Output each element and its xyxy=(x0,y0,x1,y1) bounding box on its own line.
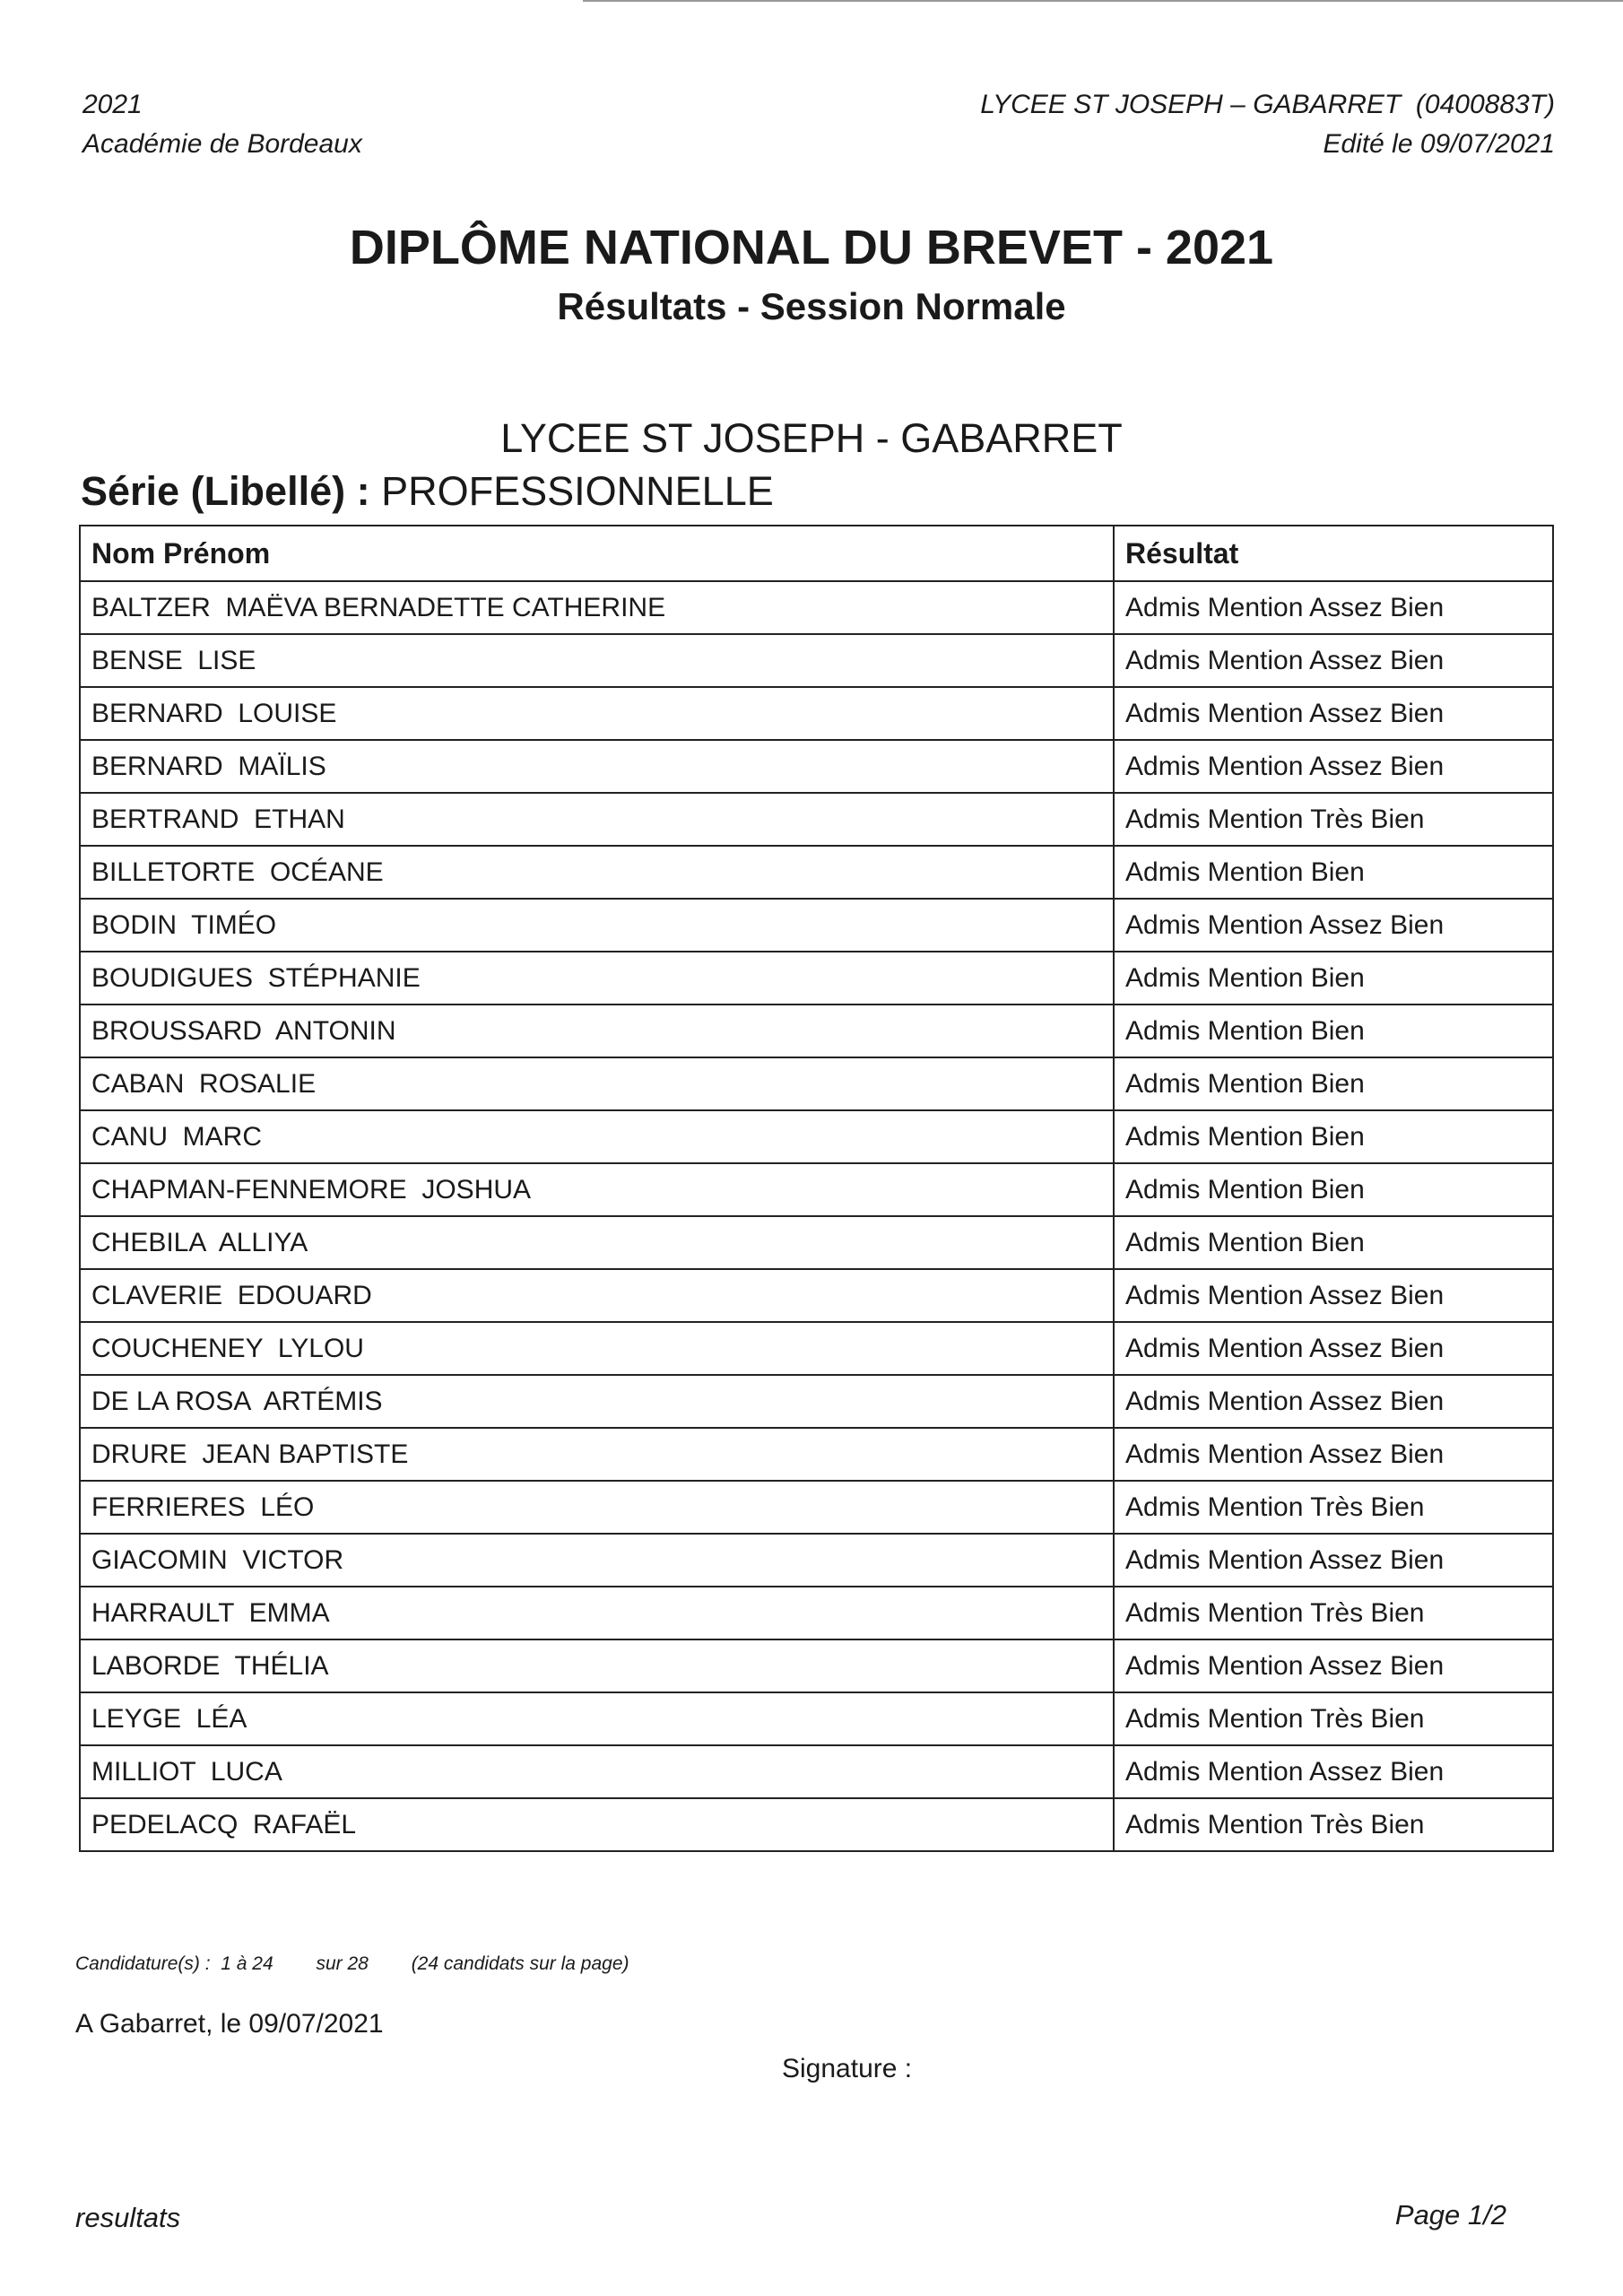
candidate-result: Admis Mention Bien xyxy=(1114,952,1553,1004)
candidature-page-count: (24 candidats sur la page) xyxy=(411,1953,629,1974)
candidate-name: CLAVERIE EDOUARD xyxy=(80,1269,1114,1322)
school-name: LYCEE ST JOSEPH - GABARRET xyxy=(500,415,1123,461)
table-row xyxy=(80,1163,1553,1216)
candidate-result: Admis Mention Assez Bien xyxy=(1114,899,1553,952)
candidate-name: LEYGE LÉA xyxy=(80,1692,1114,1745)
candidate-name: DE LA ROSA ARTÉMIS xyxy=(80,1375,1114,1428)
signature-label: Signature : xyxy=(782,2054,913,2083)
candidate-result: Admis Mention Assez Bien xyxy=(1114,687,1553,740)
results-table xyxy=(79,525,1554,1852)
table-row xyxy=(80,1375,1553,1428)
document-subtitle: Résultats - Session Normale xyxy=(557,285,1066,327)
table-row xyxy=(80,1639,1553,1692)
candidate-name: CANU MARC xyxy=(80,1110,1114,1163)
table-row xyxy=(80,1428,1553,1481)
header-right xyxy=(980,85,1555,164)
candidate-name: HARRAULT EMMA xyxy=(80,1587,1114,1639)
header-left xyxy=(82,85,362,164)
candidate-result: Admis Mention Assez Bien xyxy=(1114,1269,1553,1322)
candidate-name: DRURE JEAN BAPTISTE xyxy=(80,1428,1114,1481)
column-header-name: Nom Prénom xyxy=(80,526,1114,581)
candidate-name: MILLIOT LUCA xyxy=(80,1745,1114,1798)
candidate-result: Admis Mention Très Bien xyxy=(1114,1692,1553,1745)
place-date: A Gabarret, le 09/07/2021 xyxy=(75,2009,384,2039)
candidate-result: Admis Mention Bien xyxy=(1114,1110,1553,1163)
table-row xyxy=(80,1534,1553,1587)
column-header-result: Résultat xyxy=(1114,526,1553,581)
candidate-result: Admis Mention Bien xyxy=(1114,1057,1553,1110)
candidate-name: LABORDE THÉLIA xyxy=(80,1639,1114,1692)
table-row xyxy=(80,687,1553,740)
candidate-name: BROUSSARD ANTONIN xyxy=(80,1004,1114,1057)
table-header-row xyxy=(80,526,1553,581)
candidature-total: sur 28 xyxy=(316,1953,369,1974)
table-row xyxy=(80,1798,1553,1851)
candidate-name: BERNARD MAÏLIS xyxy=(80,740,1114,793)
candidature-range: Candidature(s) : 1 à 24 xyxy=(75,1953,273,1974)
candidate-name: BERNARD LOUISE xyxy=(80,687,1114,740)
table-row xyxy=(80,952,1553,1004)
candidate-name: CHAPMAN-FENNEMORE JOSHUA xyxy=(80,1163,1114,1216)
candidate-name: BODIN TIMÉO xyxy=(80,899,1114,952)
candidate-result: Admis Mention Assez Bien xyxy=(1114,581,1553,634)
table-row xyxy=(80,1269,1553,1322)
candidate-result: Admis Mention Assez Bien xyxy=(1114,1375,1553,1428)
candidate-result: Admis Mention Assez Bien xyxy=(1114,1322,1553,1375)
candidate-result: Admis Mention Assez Bien xyxy=(1114,1745,1553,1798)
candidature-summary xyxy=(75,1953,667,1975)
candidate-result: Admis Mention Assez Bien xyxy=(1114,1428,1553,1481)
table-row xyxy=(80,1692,1553,1745)
candidate-name: CHEBILA ALLIYA xyxy=(80,1216,1114,1269)
table-row xyxy=(80,1322,1553,1375)
serie-label: Série (Libellé) : xyxy=(81,468,370,514)
candidate-name: PEDELACQ RAFAËL xyxy=(80,1798,1114,1851)
candidate-name: GIACOMIN VICTOR xyxy=(80,1534,1114,1587)
candidate-result: Admis Mention Très Bien xyxy=(1114,1798,1553,1851)
table-row xyxy=(80,846,1553,899)
candidate-name: CABAN ROSALIE xyxy=(80,1057,1114,1110)
candidate-name: FERRIERES LÉO xyxy=(80,1481,1114,1534)
document-title: DIPLÔME NATIONAL DU BREVET - 2021 xyxy=(349,221,1274,274)
candidate-result: Admis Mention Bien xyxy=(1114,1163,1553,1216)
table-row xyxy=(80,1216,1553,1269)
candidate-result: Admis Mention Assez Bien xyxy=(1114,634,1553,687)
header-school-code: LYCEE ST JOSEPH – GABARRET (0400883T) xyxy=(980,90,1555,119)
candidate-result: Admis Mention Bien xyxy=(1114,846,1553,899)
table-row xyxy=(80,634,1553,687)
candidate-result: Admis Mention Assez Bien xyxy=(1114,1639,1553,1692)
candidate-result: Admis Mention Bien xyxy=(1114,1004,1553,1057)
candidate-name: BERTRAND ETHAN xyxy=(80,793,1114,846)
table-row xyxy=(80,1587,1553,1639)
candidate-name: BOUDIGUES STÉPHANIE xyxy=(80,952,1114,1004)
candidate-name: BALTZER MAËVA BERNADETTE CATHERINE xyxy=(80,581,1114,634)
serie-value: PROFESSIONNELLE xyxy=(381,468,774,514)
candidate-result: Admis Mention Très Bien xyxy=(1114,1587,1553,1639)
candidate-name: COUCHENEY LYLOU xyxy=(80,1322,1114,1375)
header-year: 2021 xyxy=(82,90,143,119)
results-body xyxy=(80,581,1553,1851)
scan-edge-line xyxy=(583,0,1623,2)
footer-report-name: resultats xyxy=(75,2202,181,2233)
table-row xyxy=(80,1004,1553,1057)
table-row xyxy=(80,1745,1553,1798)
footer-page-number: Page 1/2 xyxy=(1394,2199,1506,2231)
serie-line xyxy=(81,468,774,515)
header-academy: Académie de Bordeaux xyxy=(82,129,362,159)
table-row xyxy=(80,581,1553,634)
candidate-name: BILLETORTE OCÉANE xyxy=(80,846,1114,899)
candidate-result: Admis Mention Bien xyxy=(1114,1216,1553,1269)
table-row xyxy=(80,1057,1553,1110)
candidate-result: Admis Mention Très Bien xyxy=(1114,1481,1553,1534)
header-edit-date: Edité le 09/07/2021 xyxy=(1323,129,1555,159)
candidate-result: Admis Mention Très Bien xyxy=(1114,793,1553,846)
candidate-name: BENSE LISE xyxy=(80,634,1114,687)
candidate-result: Admis Mention Assez Bien xyxy=(1114,1534,1553,1587)
table-row xyxy=(80,740,1553,793)
table-row xyxy=(80,793,1553,846)
table-row xyxy=(80,899,1553,952)
candidate-result: Admis Mention Assez Bien xyxy=(1114,740,1553,793)
table-row xyxy=(80,1110,1553,1163)
table-row xyxy=(80,1481,1553,1534)
